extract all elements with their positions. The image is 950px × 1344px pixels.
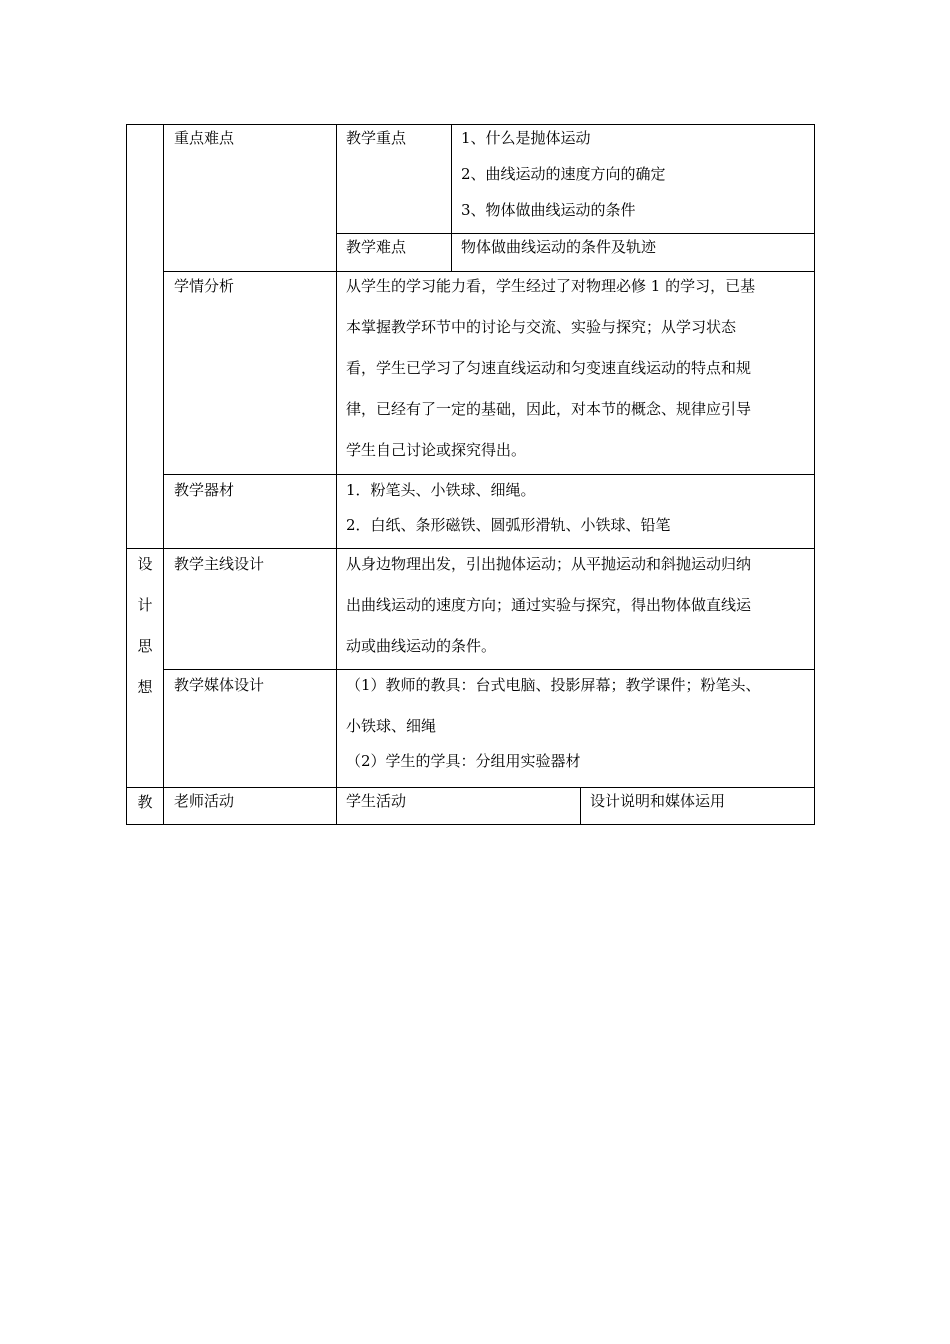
analysis-label: 学情分析 xyxy=(174,277,235,295)
difficulty-label: 教学难点 xyxy=(346,238,407,256)
mainline-line: 从身边物理出发，引出抛体运动；从平抛运动和斜抛运动归纳 xyxy=(346,555,752,573)
row-divider-media xyxy=(126,787,815,788)
analysis-line: 看，学生已学习了匀速直线运动和匀变速直线运动的特点和规 xyxy=(346,359,752,377)
group-design-char: 计 xyxy=(137,596,153,614)
table-border-left xyxy=(126,124,127,825)
analysis-line: 从学生的学习能力看，学生经过了对物理必修 1 的学习，已基 xyxy=(346,277,756,295)
media-label: 教学媒体设计 xyxy=(174,676,265,694)
difficulty-text: 物体做曲线运动的条件及轨迹 xyxy=(461,238,657,256)
keypoints-label: 重点难点 xyxy=(174,129,235,147)
equipment-line: 1．粉笔头、小铁球、细绳。 xyxy=(346,481,536,499)
design-notes-header: 设计说明和媒体运用 xyxy=(590,792,726,810)
media-line: 小铁球、细绳 xyxy=(346,717,437,735)
group-design-char: 想 xyxy=(137,678,153,696)
teacher-activity-header: 老师活动 xyxy=(174,792,235,810)
analysis-line: 学生自己讨论或探究得出。 xyxy=(346,441,527,459)
media-line: （1）教师的教具：台式电脑、投影屏幕；教学课件；粉笔头、 xyxy=(346,676,761,694)
row-divider-focus-difficulty xyxy=(336,233,815,234)
row-divider-analysis xyxy=(163,474,815,475)
group-design-char: 设 xyxy=(137,555,153,573)
mainline-label: 教学主线设计 xyxy=(174,555,265,573)
row-divider-keypoints xyxy=(163,271,815,272)
row-divider-equipment xyxy=(126,548,815,549)
col-divider-group xyxy=(163,124,164,825)
group-teach-char: 教 xyxy=(137,793,153,811)
analysis-line: 律，已经有了一定的基础，因此，对本节的概念、规律应引导 xyxy=(346,400,752,418)
mainline-line: 出曲线运动的速度方向；通过实验与探究，得出物体做直线运 xyxy=(346,596,752,614)
equipment-line: 2．白纸、条形磁铁、圆弧形滑轨、小铁球、铅笔 xyxy=(346,516,671,534)
focus-item: 2、曲线运动的速度方向的确定 xyxy=(461,165,666,183)
table-border-bottom xyxy=(126,824,815,825)
equipment-label: 教学器材 xyxy=(174,481,235,499)
focus-item: 3、物体做曲线运动的条件 xyxy=(461,201,636,219)
group-design-label xyxy=(127,553,163,703)
row-divider-mainline xyxy=(163,669,815,670)
focus-label: 教学重点 xyxy=(346,129,407,147)
table-border-top xyxy=(126,124,815,125)
focus-item: 1、什么是抛体运动 xyxy=(461,129,591,147)
media-line: （2）学生的学具：分组用实验器材 xyxy=(346,752,581,770)
group-design-char: 思 xyxy=(137,637,153,655)
table-border-right xyxy=(814,124,815,825)
student-activity-header: 学生活动 xyxy=(346,792,407,810)
col-divider-sublabel xyxy=(451,124,452,272)
col-divider-label xyxy=(336,124,337,825)
col-divider-notes xyxy=(580,787,581,825)
analysis-line: 本掌握教学环节中的讨论与交流、实验与探究；从学习状态 xyxy=(346,318,737,336)
mainline-line: 动或曲线运动的条件。 xyxy=(346,637,497,655)
